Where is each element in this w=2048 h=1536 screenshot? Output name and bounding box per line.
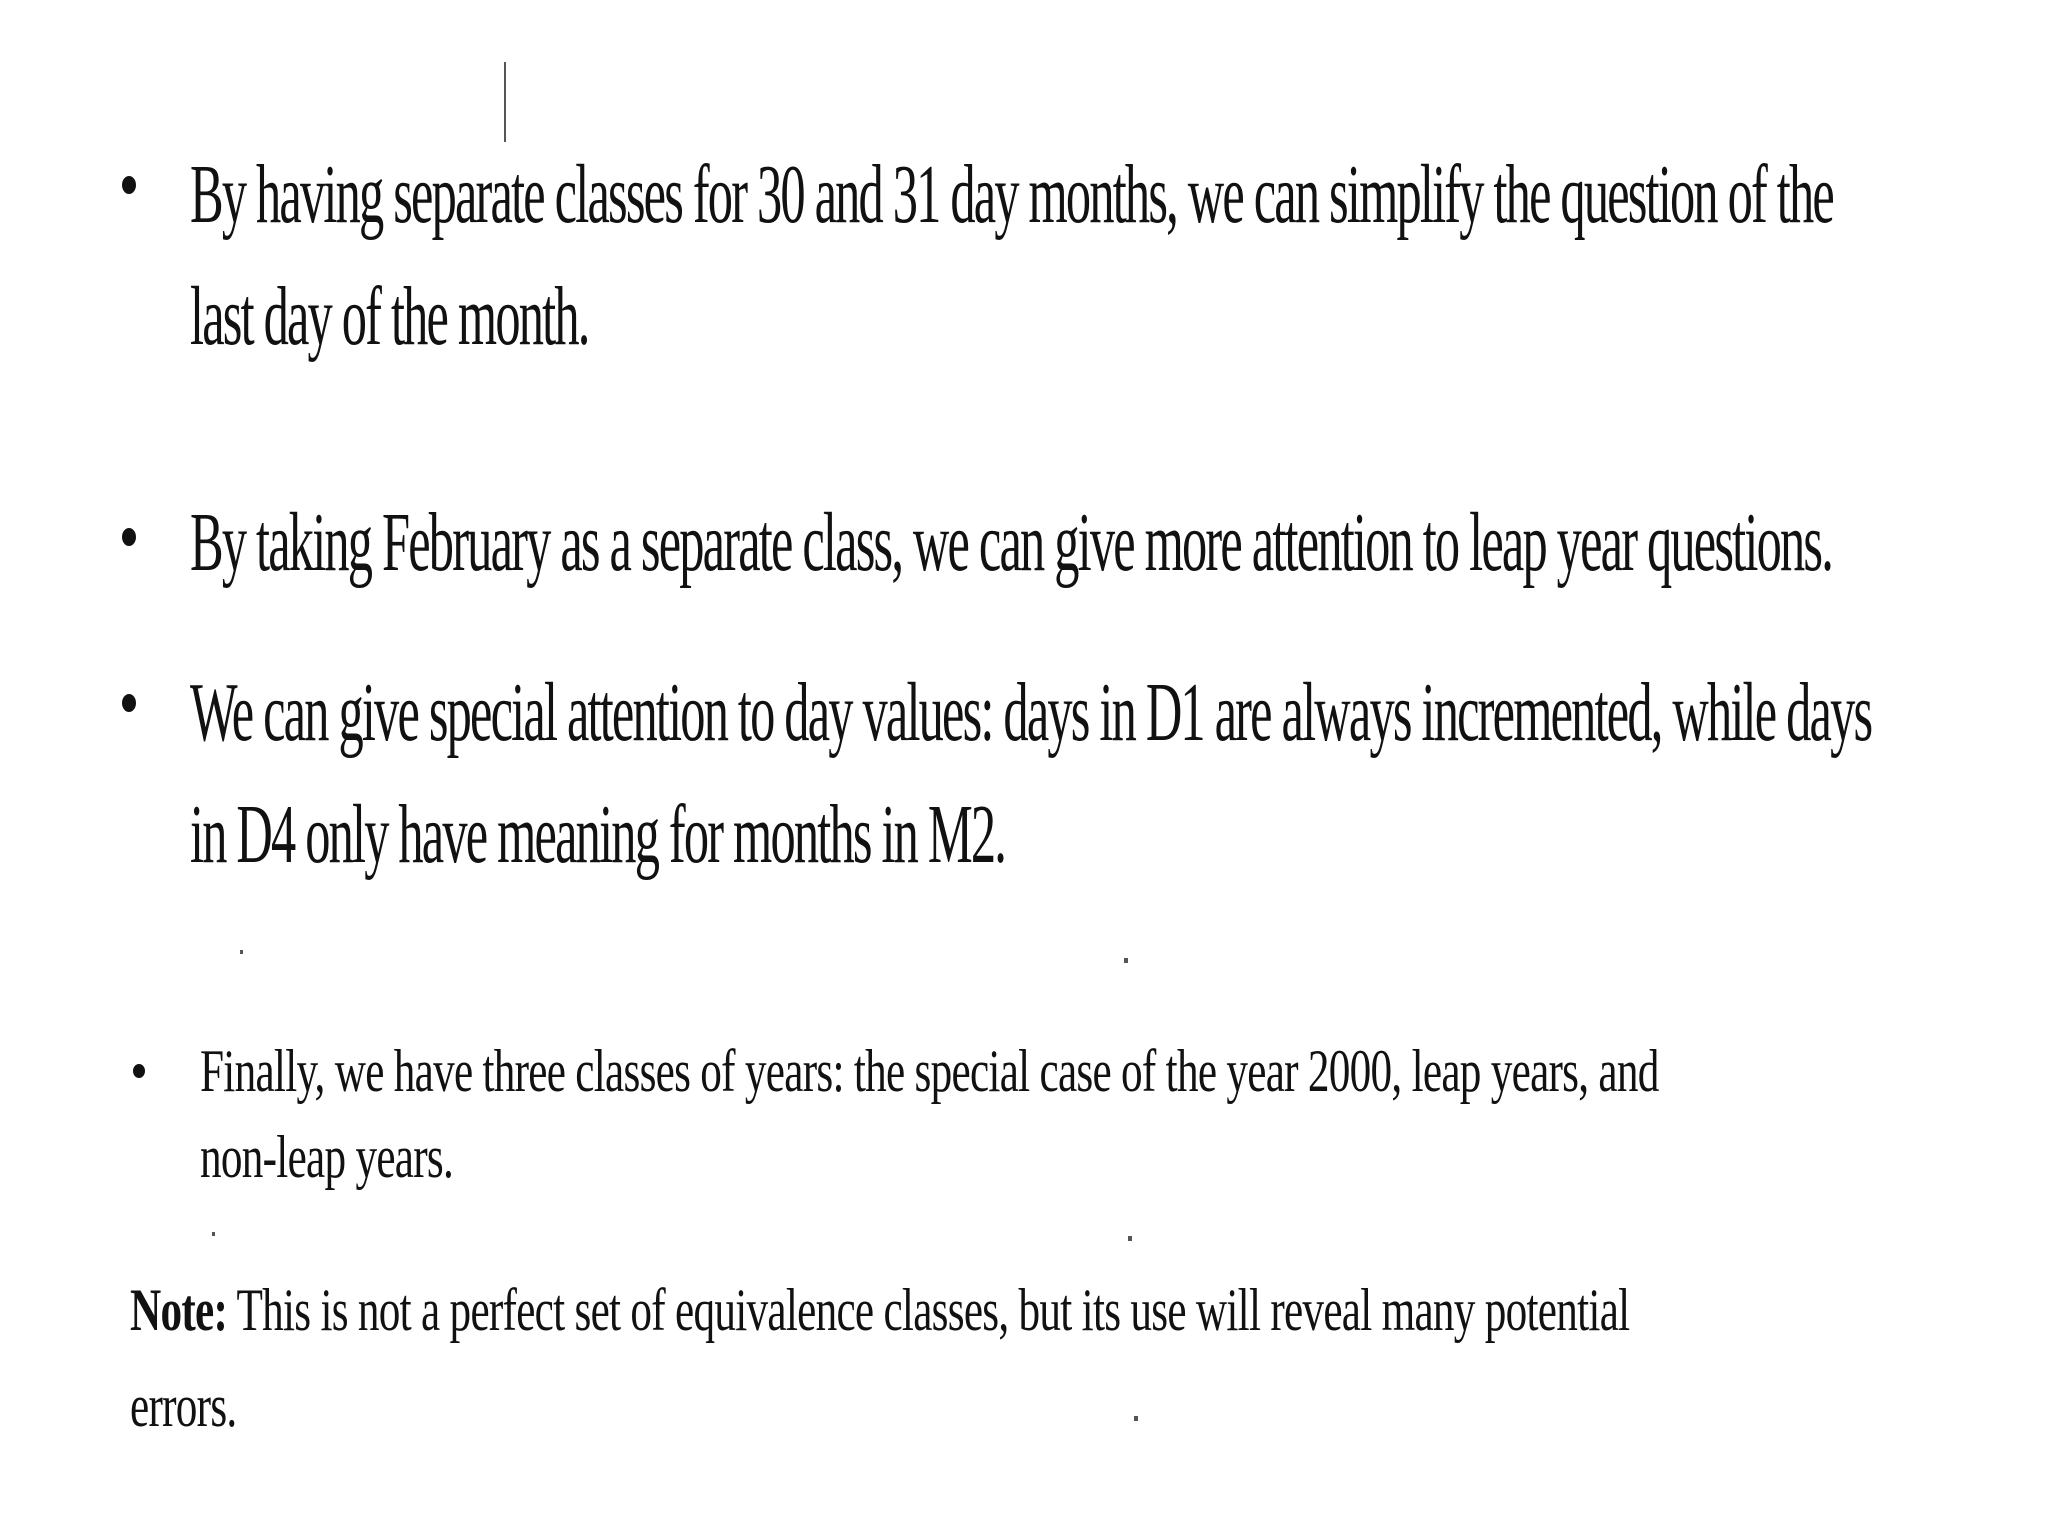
bullet-text — [190, 652, 1871, 896]
note-label: Note: — [130, 1277, 228, 1343]
bullet-text — [190, 134, 1833, 378]
note-paragraph — [130, 1262, 1629, 1454]
scan-artifact — [504, 62, 506, 142]
bullet-line: By having separate classes for 30 and 31 day months, we can simplify the question of the — [190, 148, 1833, 241]
bullet-line: in D4 only have meaning for months in M2. — [190, 788, 1006, 881]
bullet-marker — [133, 1064, 145, 1078]
scan-artifact — [1128, 1236, 1132, 1241]
scan-artifact — [212, 1232, 215, 1236]
bullet-marker — [122, 528, 136, 546]
scan-artifact — [1124, 958, 1128, 963]
scan-artifact — [240, 950, 243, 954]
bullet-marker — [122, 694, 136, 712]
bullet-line: non-leap years. — [200, 1124, 454, 1190]
note-text: This is not a perfect set of equivalence classes, but its use will reveal many potential — [236, 1277, 1630, 1343]
bullet-text — [200, 1028, 1659, 1200]
bullet-text — [190, 482, 1832, 604]
note-line — [130, 1262, 1629, 1358]
bullet-line: We can give special attention to day values: days in D1 are always incremented, while days — [190, 666, 1872, 759]
scan-artifact — [1134, 1416, 1138, 1421]
note-line: errors. — [130, 1373, 237, 1439]
bullet-marker — [122, 176, 136, 194]
bullet-line: Finally, we have three classes of years: the special case of the year 2000, leap years, and — [200, 1038, 1659, 1104]
bullet-line: By taking February as a separate class, we can give more attention to leap year questions. — [190, 496, 1832, 589]
bullet-line: last day of the month. — [190, 270, 589, 363]
